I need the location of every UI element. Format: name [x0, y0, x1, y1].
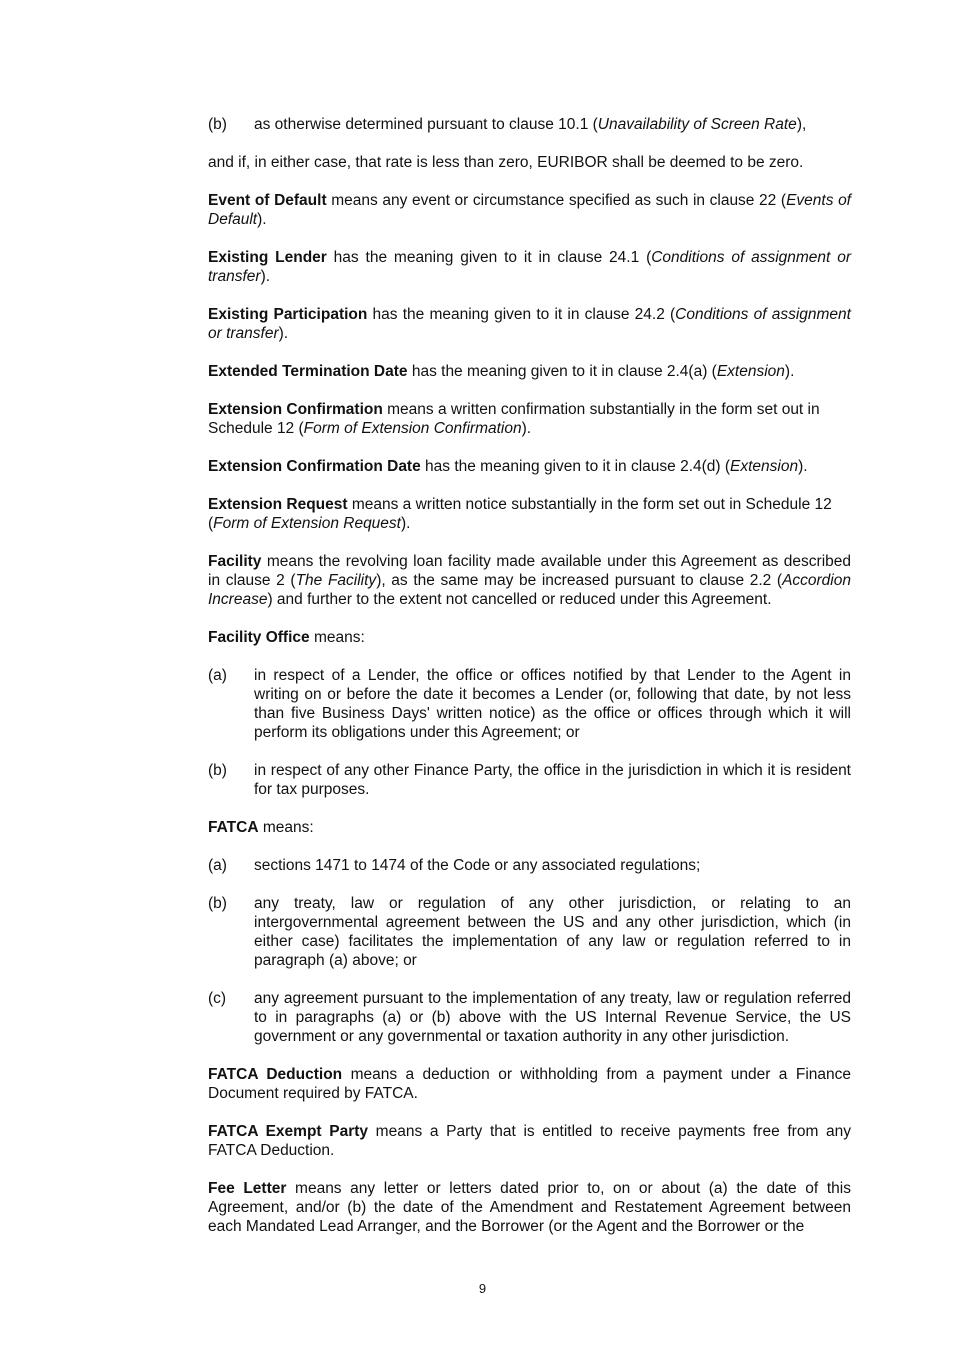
definition-existing-participation: Existing Participation has the meaning given to it in clause 24.2 (Conditions of assignment or transfer). [208, 306, 851, 342]
item-label: (b) [208, 895, 227, 912]
defined-term: Extended Termination Date [208, 363, 408, 380]
item-label: (a) [208, 667, 227, 684]
definition-extended-termination-date: Extended Termination Date has the meaning given to it in clause 2.4(a) (Extension). [208, 363, 795, 380]
definition-fatca: FATCA means: [208, 819, 314, 836]
fatca-item-b [208, 894, 851, 970]
fatca-item-a [208, 856, 851, 875]
defined-term: FATCA Exempt Party [208, 1123, 369, 1140]
item-text: sections 1471 to 1474 of the Code or any associated regulations; [254, 857, 701, 874]
definition-fee-letter: Fee Letter means any letter or letters dated prior to, on or about (a) the date of this Agreement, and/or (b) the date of the Amendment and Restatement Agreement between each Mandated Lead Arranger, and the Borrower (or the Agent and the Borrower or the [208, 1180, 851, 1235]
facility-office-item-b [208, 761, 851, 799]
facility-office-item-a [208, 666, 851, 742]
defined-term: FATCA Deduction [208, 1066, 343, 1083]
definition-extension-confirmation: Extension Confirmation means a written confirmation substantially in the form set out in Schedule 12 (Form of Extension Confirmation). [208, 401, 820, 437]
defined-term: Event of Default [208, 192, 327, 209]
item-text: in respect of a Lender, the office or offices notified by that Lender to the Agent in writing on or before the date it becomes a Lender (or, following that date, by not less than five Business Days' written notice) as the office or offices through which it will perform its obligations under this Agreement; or [254, 667, 851, 741]
definition-facility: Facility means the revolving loan facility made available under this Agreement as described in clause 2 (The Facility), as the same may be increased pursuant to clause 2.2 (Accordion Increase) and further to the extent not cancelled or reduced under this Agreement. [208, 553, 851, 608]
definition-event-of-default: Event of Default means any event or circumstance specified as such in clause 22 (Events of Default). [208, 192, 851, 228]
defined-term: Extension Confirmation [208, 401, 383, 418]
defined-term: Facility Office [208, 629, 310, 646]
fatca-item-c [208, 989, 851, 1046]
defined-term: Fee Letter [208, 1180, 287, 1197]
item-text: in respect of any other Finance Party, the office in the jurisdiction in which it is resident for tax purposes. [254, 762, 851, 798]
euribor-zero-floor-paragraph: and if, in either case, that rate is less than zero, EURIBOR shall be deemed to be zero. [208, 154, 804, 171]
item-label: (a) [208, 857, 227, 874]
document-page [208, 115, 851, 1255]
item-label: (b) [208, 116, 227, 133]
item-text: any agreement pursuant to the implementation of any treaty, law or regulation referred to in paragraphs (a) or (b) above with the US Internal Revenue Service, the US government or any governmental or taxation authority in any other jurisdiction. [254, 990, 851, 1045]
page-number: 9 [478, 1281, 487, 1296]
definition-extension-request: Extension Request means a written notice substantially in the form set out in Schedule 12 (Form of Extension Request). [208, 496, 832, 532]
definition-extension-confirmation-date: Extension Confirmation Date has the meaning given to it in clause 2.4(d) (Extension). [208, 458, 808, 475]
definition-fatca-exempt-party: FATCA Exempt Party means a Party that is entitled to receive payments free from any FATCA Deduction. [208, 1123, 851, 1159]
clause-item-b [208, 115, 851, 134]
item-text: as otherwise determined pursuant to clause 10.1 (Unavailability of Screen Rate), [254, 116, 807, 133]
defined-term: Existing Participation [208, 306, 368, 323]
item-text: any treaty, law or regulation of any other jurisdiction, or relating to an intergovernmental agreement between the US and any other jurisdiction, which (in either case) facilitates the implementation of any law or regulation referred to in paragraph (a) above; or [254, 895, 851, 969]
defined-term: Extension Request [208, 496, 348, 513]
definition-facility-office: Facility Office means: [208, 629, 365, 646]
item-label: (c) [208, 990, 227, 1007]
defined-term: FATCA [208, 819, 259, 836]
defined-term: Existing Lender [208, 249, 327, 266]
defined-term: Facility [208, 553, 262, 570]
item-label: (b) [208, 762, 227, 779]
definition-existing-lender: Existing Lender has the meaning given to it in clause 24.1 (Conditions of assignment or transfer). [208, 249, 851, 285]
defined-term: Extension Confirmation Date [208, 458, 421, 475]
definition-fatca-deduction: FATCA Deduction means a deduction or withholding from a payment under a Finance Document required by FATCA. [208, 1066, 851, 1102]
